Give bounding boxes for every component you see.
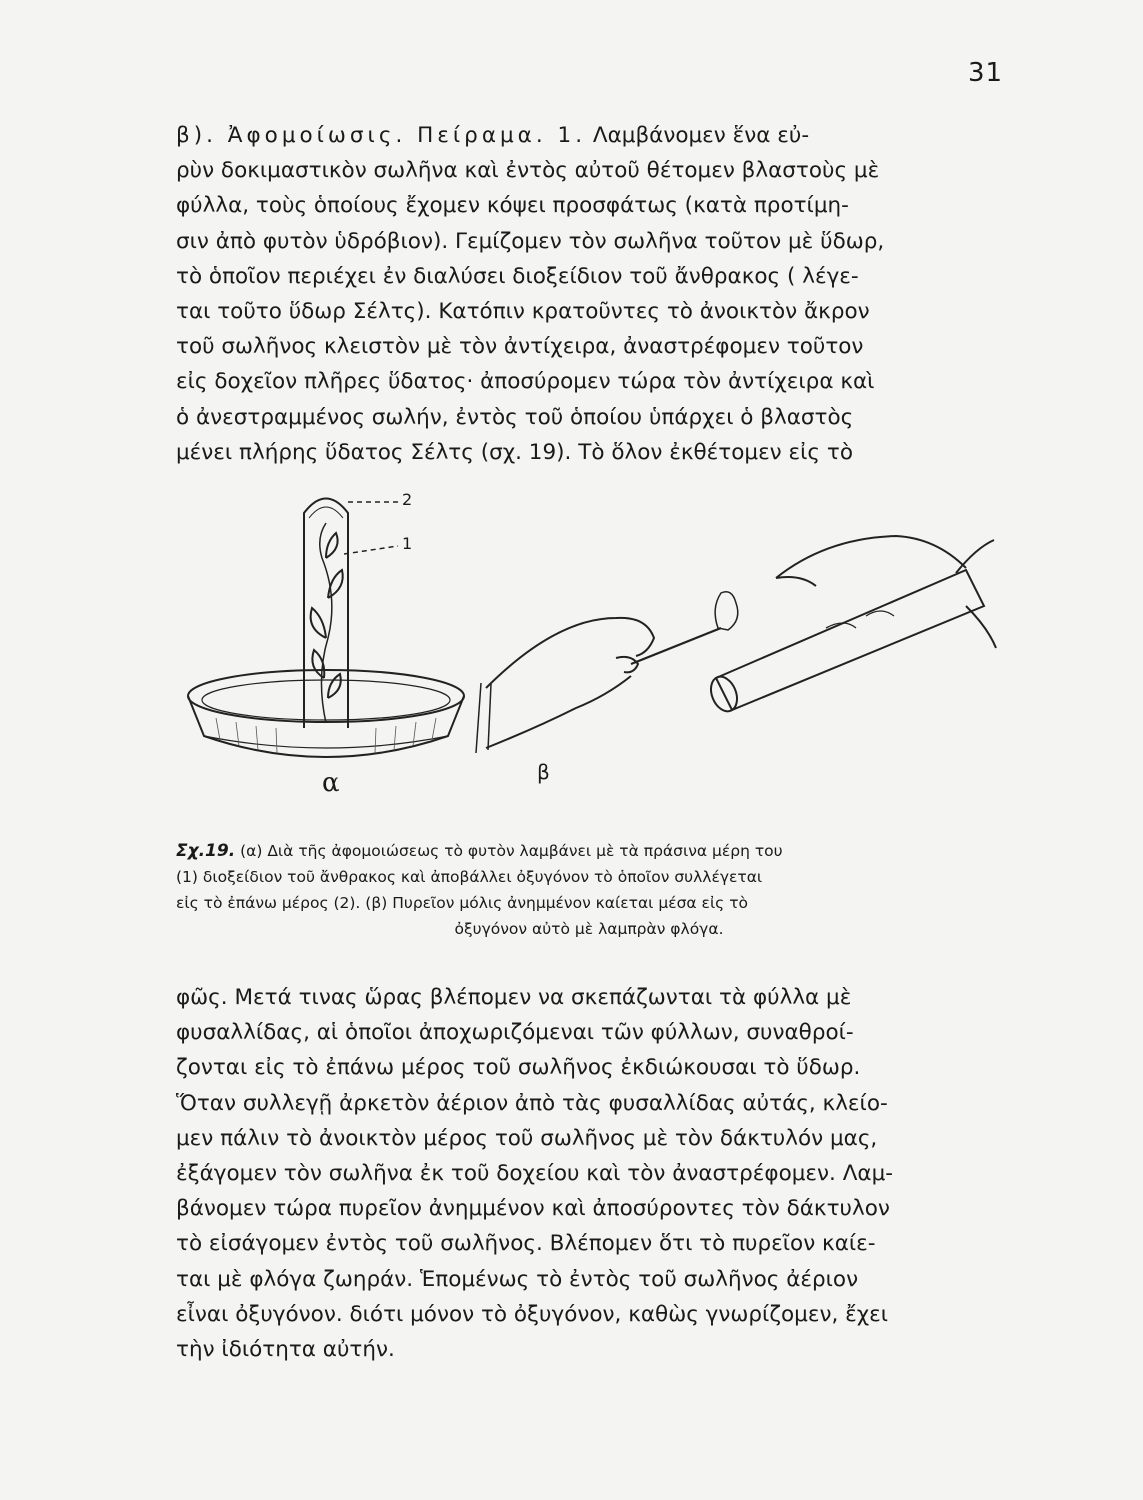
water-dish-illustration [188,670,464,757]
caption-line: Σχ.19. (α) Διὰ τῆς ἀφομοιώσεως τὸ φυτὸν λαμβάνει μὲ τὰ πράσινα μέρη του [176,841,783,861]
figure-illustration [176,478,1006,808]
test-tube-illustration [304,499,348,729]
text-line: Ὅταν συλλεγῇ ἀρκετὸν ἀέριον ἀπὸ τὰς φυσαλλίδας αὐτάς, κλείο- [176,1090,888,1116]
text-line: ρὺν δοκιμαστικὸν σωλῆνα καὶ ἐντὸς αὐτοῦ θέτομεν βλαστοὺς μὲ [176,158,880,184]
hand-with-splint-illustration [476,592,738,753]
text-line: β). Ἀφομοίωσις. Πείραμα. 1. Λαμβάνομεν ἕνα εὐ- [176,123,810,148]
caption-line: (1) διοξείδιον τοῦ ἄνθρακος καὶ ἀποβάλλει ὀξυγόνον τὸ ὁποῖον συλλέγεται [176,868,763,886]
paragraph-observation [176,980,1002,1367]
figure-marker-1: 1 [402,534,413,553]
text-line: μένει πλήρης ὕδατος Σέλτς (σχ. 19). Τὸ ὅλον ἐκθέτομεν εἰς τὸ [176,439,853,465]
text-line: τὸ εἰσάγομεν ἐντὸς τοῦ σωλῆνος. Βλέπομεν ὅτι τὸ πυρεῖον καίε- [176,1231,876,1257]
figure-label-b: β [537,760,550,784]
text-line: βάνομεν τώρα πυρεῖον ἀνημμένον καὶ ἀποσύροντες τὸν δάκτυλον [176,1196,890,1222]
text-line: φῶς. Μετά τινας ὥρας βλέπομεν να σκεπάζωνται τὰ φύλλα μὲ [176,985,852,1010]
paragraph-experiment [176,118,1002,470]
experiment-heading: β). Ἀφομοίωσις. Πείραμα. 1. [176,123,587,148]
text-line: ἐξάγομεν τὸν σωλῆνα ἐκ τοῦ δοχείου καὶ τὸν ἀναστρέφομεν. Λαμ- [176,1160,894,1186]
text-line: τὴν ἰδιότητα αὐτήν. [176,1336,395,1362]
text-line: εἰς δοχεῖον πλῆρες ὕδατος· ἀποσύρομεν τώρα τὸν ἀντίχειρα καὶ [176,369,875,395]
text-line: μεν πάλιν τὸ ἀνοικτὸν μέρος τοῦ σωλῆνος μὲ τὸν δάκτυλόν μας, [176,1125,878,1151]
text-line: φυσαλλίδας, αἱ ὁποῖοι ἀποχωριζόμεναι τῶν φύλλων, συναθροί- [176,1020,854,1046]
caption-label: Σχ.19. [176,841,236,861]
text-line: τοῦ σωλῆνος κλειστὸν μὲ τὸν ἀντίχειρα, ἀναστρέφομεν τοῦτον [176,334,864,360]
hand-with-tube-illustration [706,536,996,715]
caption-line: ὀξυγόνον αὐτὸ μὲ λαμπρὰν φλόγα. [454,920,724,938]
figure-label-a: α [322,768,340,798]
text-line: τὸ ὁποῖον περιέχει ἐν διαλύσει διοξείδιον τοῦ ἄνθρακος ( λέγε- [176,263,859,289]
figure-caption [176,838,1002,942]
text-line: εἶναι ὀξυγόνον. διότι μόνον τὸ ὀξυγόνον, καθὼς γνωρίζομεν, ἔχει [176,1301,889,1327]
caption-line: εἰς τὸ ἐπάνω μέρος (2). (β) Πυρεῖον μόλις ἀνημμένον καίεται μέσα εἰς τὸ [176,894,749,912]
text-line: ται μὲ φλόγα ζωηράν. Ἑπομένως τὸ ἐντὸς τοῦ σωλῆνος ἀέριον [176,1266,859,1292]
page-number: 31 [968,58,1004,88]
text-line: σιν ἀπὸ φυτὸν ὑδρόβιον). Γεμίζομεν τὸν σωλῆνα τοῦτον μὲ ὕδωρ, [176,228,885,254]
text-line: ται τοῦτο ὕδωρ Σέλτς). Κατόπιν κρατοῦντες τὸ ἀνοικτὸν ἄκρον [176,298,870,324]
text-line: ζονται εἰς τὸ ἐπάνω μέρος τοῦ σωλῆνος ἐκδιώκουσαι τὸ ὕδωρ. [176,1055,861,1081]
figure-marker-2: 2 [402,490,413,509]
text-line: ὁ ἀνεστραμμένος σωλήν, ἐντὸς τοῦ ὁποίου ὑπάρχει ὁ βλαστὸς [176,404,854,430]
text-line: φύλλα, τοὺς ὁποίους ἔχομεν κόψει προσφάτως (κατὰ προτίμη- [176,193,849,219]
